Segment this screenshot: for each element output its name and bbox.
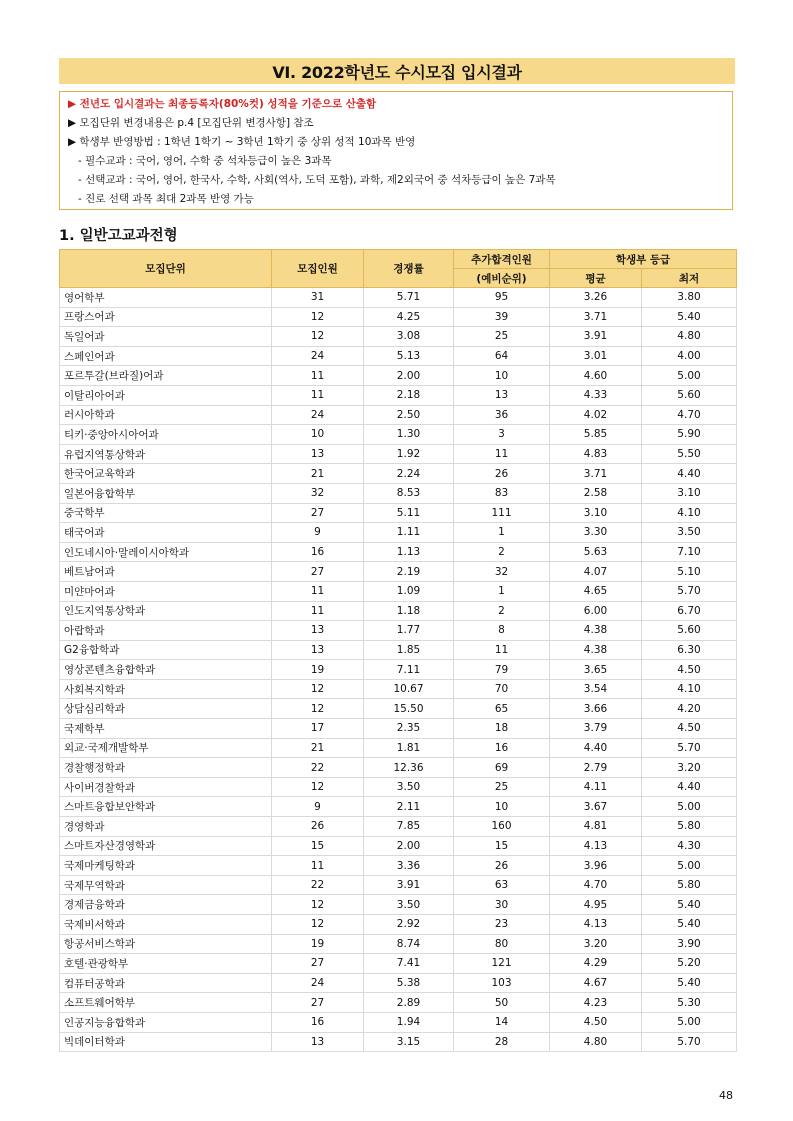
header-grade: 학생부 등급 xyxy=(550,250,737,269)
cell-unit: 호텔·관광학부 xyxy=(60,954,272,974)
cell-value: 17 xyxy=(272,719,364,739)
note-subline: - 진로 선택 과목 최대 2과목 반영 가능 xyxy=(78,193,254,205)
cell-unit: 독일어과 xyxy=(60,327,272,347)
cell-value: 63 xyxy=(454,875,550,895)
cell-unit: 이탈리아어과 xyxy=(60,385,272,405)
cell-value: 3.10 xyxy=(550,503,642,523)
cell-value: 12 xyxy=(272,307,364,327)
cell-value: 5.70 xyxy=(642,1032,737,1052)
cell-value: 1.13 xyxy=(364,542,454,562)
table-row xyxy=(60,523,737,543)
cell-value: 10 xyxy=(454,366,550,386)
cell-value: 3.36 xyxy=(364,856,454,876)
cell-value: 24 xyxy=(272,346,364,366)
cell-value: 5.13 xyxy=(364,346,454,366)
cell-value: 4.00 xyxy=(642,346,737,366)
cell-value: 4.83 xyxy=(550,444,642,464)
cell-value: 39 xyxy=(454,307,550,327)
table-row xyxy=(60,621,737,641)
cell-value: 2.00 xyxy=(364,836,454,856)
table-row xyxy=(60,307,737,327)
table-row xyxy=(60,699,737,719)
cell-value: 19 xyxy=(272,660,364,680)
cell-value: 3.50 xyxy=(364,777,454,797)
table-row xyxy=(60,366,737,386)
table-row xyxy=(60,895,737,915)
page-title-text: VI. 2022학년도 수시모집 입시결과 xyxy=(272,62,522,82)
table-row xyxy=(60,679,737,699)
cell-value: 26 xyxy=(454,464,550,484)
header-unit: 모집단위 xyxy=(60,250,272,288)
header-min: 최저 xyxy=(642,269,737,288)
cell-value: 4.07 xyxy=(550,562,642,582)
cell-value: 3.96 xyxy=(550,856,642,876)
results-table xyxy=(59,249,737,1052)
cell-value: 32 xyxy=(272,483,364,503)
table-row xyxy=(60,777,737,797)
cell-value: 4.10 xyxy=(642,679,737,699)
cell-value: 2.89 xyxy=(364,993,454,1013)
cell-value: 3.26 xyxy=(550,288,642,308)
cell-value: 11 xyxy=(272,366,364,386)
note-line: ▶ 전년도 입시결과는 최종등록자(80%컷) 성적을 기준으로 산출함 xyxy=(68,98,377,110)
cell-value: 5.60 xyxy=(642,621,737,641)
cell-value: 3.08 xyxy=(364,327,454,347)
cell-value: 4.50 xyxy=(642,660,737,680)
cell-value: 103 xyxy=(454,973,550,993)
cell-value: 15 xyxy=(454,836,550,856)
cell-value: 70 xyxy=(454,679,550,699)
cell-value: 25 xyxy=(454,327,550,347)
note-line: ▶ 학생부 반영방법 : 1학년 1학기 ~ 3학년 1학기 중 상위 성적 10과목 반영 xyxy=(68,136,416,148)
table-row xyxy=(60,640,737,660)
cell-value: 23 xyxy=(454,915,550,935)
cell-value: 2 xyxy=(454,542,550,562)
cell-value: 22 xyxy=(272,875,364,895)
cell-value: 13 xyxy=(272,640,364,660)
cell-value: 5.30 xyxy=(642,993,737,1013)
table-row xyxy=(60,993,737,1013)
cell-unit: 베트남어과 xyxy=(60,562,272,582)
cell-value: 4.40 xyxy=(550,738,642,758)
cell-value: 4.70 xyxy=(642,405,737,425)
cell-value: 111 xyxy=(454,503,550,523)
cell-value: 3.54 xyxy=(550,679,642,699)
cell-unit: 티키·중앙아시아어과 xyxy=(60,425,272,445)
page-title xyxy=(59,58,735,84)
cell-value: 3.50 xyxy=(642,523,737,543)
cell-value: 15.50 xyxy=(364,699,454,719)
note-subline: - 필수교과 : 국어, 영어, 수학 중 석차등급이 높은 3과목 xyxy=(78,155,332,167)
table-row xyxy=(60,1012,737,1032)
cell-value: 2.18 xyxy=(364,385,454,405)
cell-value: 2.00 xyxy=(364,366,454,386)
cell-value: 22 xyxy=(272,758,364,778)
cell-value: 27 xyxy=(272,993,364,1013)
cell-unit: 국제무역학과 xyxy=(60,875,272,895)
table-row xyxy=(60,562,737,582)
cell-value: 10.67 xyxy=(364,679,454,699)
cell-value: 7.11 xyxy=(364,660,454,680)
cell-value: 5.80 xyxy=(642,875,737,895)
table-body xyxy=(60,288,737,1052)
cell-unit: 인도네시아·말레이시아학과 xyxy=(60,542,272,562)
cell-value: 8.74 xyxy=(364,934,454,954)
table-row xyxy=(60,425,737,445)
table-row xyxy=(60,817,737,837)
table-row xyxy=(60,836,737,856)
cell-value: 4.20 xyxy=(642,699,737,719)
cell-unit: 프랑스어과 xyxy=(60,307,272,327)
table-row xyxy=(60,660,737,680)
cell-unit: 빅데이터학과 xyxy=(60,1032,272,1052)
cell-value: 2.24 xyxy=(364,464,454,484)
cell-unit: 경찰행정학과 xyxy=(60,758,272,778)
cell-value: 5.40 xyxy=(642,915,737,935)
table-row xyxy=(60,327,737,347)
cell-value: 2.19 xyxy=(364,562,454,582)
cell-value: 5.00 xyxy=(642,797,737,817)
cell-value: 1.09 xyxy=(364,581,454,601)
cell-unit: 상담심리학과 xyxy=(60,699,272,719)
cell-value: 4.10 xyxy=(642,503,737,523)
cell-value: 5.00 xyxy=(642,366,737,386)
cell-value: 24 xyxy=(272,973,364,993)
cell-unit: 한국어교육학과 xyxy=(60,464,272,484)
cell-value: 5.38 xyxy=(364,973,454,993)
cell-value: 3.80 xyxy=(642,288,737,308)
cell-value: 12 xyxy=(272,895,364,915)
cell-value: 4.38 xyxy=(550,621,642,641)
table-row xyxy=(60,346,737,366)
cell-value: 3.65 xyxy=(550,660,642,680)
cell-value: 26 xyxy=(454,856,550,876)
cell-value: 3.71 xyxy=(550,307,642,327)
cell-value: 69 xyxy=(454,758,550,778)
cell-value: 19 xyxy=(272,934,364,954)
cell-value: 83 xyxy=(454,483,550,503)
cell-value: 27 xyxy=(272,503,364,523)
cell-value: 5.85 xyxy=(550,425,642,445)
cell-value: 6.00 xyxy=(550,601,642,621)
cell-unit: 컴퓨터공학과 xyxy=(60,973,272,993)
cell-value: 1.11 xyxy=(364,523,454,543)
cell-value: 6.30 xyxy=(642,640,737,660)
cell-value: 4.95 xyxy=(550,895,642,915)
cell-value: 2 xyxy=(454,601,550,621)
table-row xyxy=(60,973,737,993)
cell-value: 3.79 xyxy=(550,719,642,739)
cell-value: 11 xyxy=(454,640,550,660)
header-extra-sub: (예비순위) xyxy=(454,269,550,288)
cell-value: 12 xyxy=(272,699,364,719)
cell-value: 25 xyxy=(454,777,550,797)
cell-value: 14 xyxy=(454,1012,550,1032)
cell-value: 10 xyxy=(272,425,364,445)
cell-value: 8 xyxy=(454,621,550,641)
cell-value: 3.66 xyxy=(550,699,642,719)
cell-value: 4.13 xyxy=(550,836,642,856)
cell-value: 26 xyxy=(272,817,364,837)
cell-unit: 경제금융학과 xyxy=(60,895,272,915)
cell-value: 12 xyxy=(272,777,364,797)
cell-value: 4.67 xyxy=(550,973,642,993)
cell-unit: 러시아학과 xyxy=(60,405,272,425)
cell-value: 4.80 xyxy=(550,1032,642,1052)
cell-value: 16 xyxy=(272,1012,364,1032)
header-extra: 추가합격인원 xyxy=(454,250,550,269)
table-row xyxy=(60,719,737,739)
cell-value: 1.92 xyxy=(364,444,454,464)
cell-value: 16 xyxy=(454,738,550,758)
cell-value: 7.10 xyxy=(642,542,737,562)
cell-value: 5.40 xyxy=(642,973,737,993)
table-row xyxy=(60,464,737,484)
cell-value: 21 xyxy=(272,464,364,484)
cell-unit: 스페인어과 xyxy=(60,346,272,366)
cell-value: 4.30 xyxy=(642,836,737,856)
cell-unit: 국제마케팅학과 xyxy=(60,856,272,876)
cell-value: 3.67 xyxy=(550,797,642,817)
cell-value: 5.60 xyxy=(642,385,737,405)
table-row xyxy=(60,738,737,758)
cell-value: 1.77 xyxy=(364,621,454,641)
table-row xyxy=(60,875,737,895)
cell-value: 4.25 xyxy=(364,307,454,327)
cell-unit: 인도지역통상학과 xyxy=(60,601,272,621)
cell-unit: 소프트웨어학부 xyxy=(60,993,272,1013)
cell-value: 13 xyxy=(454,385,550,405)
cell-unit: 경영학과 xyxy=(60,817,272,837)
cell-value: 7.85 xyxy=(364,817,454,837)
cell-value: 3.90 xyxy=(642,934,737,954)
cell-value: 12 xyxy=(272,915,364,935)
cell-value: 4.60 xyxy=(550,366,642,386)
cell-value: 4.65 xyxy=(550,581,642,601)
cell-value: 3.91 xyxy=(550,327,642,347)
cell-value: 9 xyxy=(272,523,364,543)
cell-value: 1.85 xyxy=(364,640,454,660)
cell-value: 3.30 xyxy=(550,523,642,543)
cell-value: 5.71 xyxy=(364,288,454,308)
cell-value: 13 xyxy=(272,444,364,464)
cell-unit: 스마트융합보안학과 xyxy=(60,797,272,817)
cell-unit: 사이버경찰학과 xyxy=(60,777,272,797)
table-row xyxy=(60,483,737,503)
table-row xyxy=(60,758,737,778)
cell-value: 3 xyxy=(454,425,550,445)
table-row xyxy=(60,385,737,405)
cell-value: 1.18 xyxy=(364,601,454,621)
cell-value: 4.11 xyxy=(550,777,642,797)
cell-value: 95 xyxy=(454,288,550,308)
cell-value: 5.11 xyxy=(364,503,454,523)
cell-value: 160 xyxy=(454,817,550,837)
cell-value: 3.50 xyxy=(364,895,454,915)
cell-value: 4.80 xyxy=(642,327,737,347)
cell-value: 5.00 xyxy=(642,856,737,876)
cell-value: 11 xyxy=(272,385,364,405)
cell-value: 7.41 xyxy=(364,954,454,974)
cell-unit: 인공지능융합학과 xyxy=(60,1012,272,1032)
cell-value: 2.92 xyxy=(364,915,454,935)
cell-unit: 스마트자산경영학과 xyxy=(60,836,272,856)
cell-value: 79 xyxy=(454,660,550,680)
table-row xyxy=(60,288,737,308)
cell-value: 65 xyxy=(454,699,550,719)
cell-unit: 외교·국제개발학부 xyxy=(60,738,272,758)
cell-value: 9 xyxy=(272,797,364,817)
cell-value: 32 xyxy=(454,562,550,582)
cell-value: 3.71 xyxy=(550,464,642,484)
table-row xyxy=(60,1032,737,1052)
cell-unit: 아랍학과 xyxy=(60,621,272,641)
table-row xyxy=(60,856,737,876)
cell-unit: 항공서비스학과 xyxy=(60,934,272,954)
notes-box xyxy=(59,91,733,210)
cell-value: 11 xyxy=(272,581,364,601)
cell-value: 4.33 xyxy=(550,385,642,405)
table-row xyxy=(60,581,737,601)
cell-value: 2.58 xyxy=(550,483,642,503)
cell-value: 3.10 xyxy=(642,483,737,503)
table-row xyxy=(60,954,737,974)
cell-unit: G2융합학과 xyxy=(60,640,272,660)
cell-value: 6.70 xyxy=(642,601,737,621)
cell-value: 31 xyxy=(272,288,364,308)
cell-value: 5.40 xyxy=(642,307,737,327)
cell-value: 11 xyxy=(272,856,364,876)
cell-value: 13 xyxy=(272,1032,364,1052)
cell-value: 2.50 xyxy=(364,405,454,425)
note-line: ▶ 모집단위 변경내용은 p.4 [모집단위 변경사항] 참조 xyxy=(68,117,314,129)
page-number: 48 xyxy=(719,1089,733,1102)
cell-value: 3.20 xyxy=(642,758,737,778)
cell-value: 5.70 xyxy=(642,581,737,601)
header-avg: 평균 xyxy=(550,269,642,288)
table-row xyxy=(60,601,737,621)
table-row xyxy=(60,503,737,523)
cell-value: 15 xyxy=(272,836,364,856)
cell-value: 12 xyxy=(272,327,364,347)
cell-value: 4.02 xyxy=(550,405,642,425)
cell-unit: 영상콘텐츠융합학과 xyxy=(60,660,272,680)
cell-value: 10 xyxy=(454,797,550,817)
cell-value: 8.53 xyxy=(364,483,454,503)
cell-value: 1.94 xyxy=(364,1012,454,1032)
cell-value: 4.38 xyxy=(550,640,642,660)
cell-value: 27 xyxy=(272,954,364,974)
cell-value: 80 xyxy=(454,934,550,954)
cell-value: 27 xyxy=(272,562,364,582)
cell-value: 1 xyxy=(454,523,550,543)
cell-value: 5.40 xyxy=(642,895,737,915)
cell-value: 21 xyxy=(272,738,364,758)
cell-value: 5.10 xyxy=(642,562,737,582)
cell-value: 4.50 xyxy=(642,719,737,739)
cell-unit: 국제학부 xyxy=(60,719,272,739)
cell-value: 121 xyxy=(454,954,550,974)
table-row xyxy=(60,542,737,562)
cell-value: 12.36 xyxy=(364,758,454,778)
cell-value: 1.81 xyxy=(364,738,454,758)
cell-value: 4.29 xyxy=(550,954,642,974)
cell-value: 4.13 xyxy=(550,915,642,935)
cell-value: 36 xyxy=(454,405,550,425)
cell-value: 4.50 xyxy=(550,1012,642,1032)
cell-value: 4.40 xyxy=(642,464,737,484)
cell-value: 30 xyxy=(454,895,550,915)
cell-value: 28 xyxy=(454,1032,550,1052)
cell-value: 5.50 xyxy=(642,444,737,464)
table-row xyxy=(60,797,737,817)
cell-value: 3.20 xyxy=(550,934,642,954)
cell-value: 5.80 xyxy=(642,817,737,837)
table-row xyxy=(60,915,737,935)
cell-value: 64 xyxy=(454,346,550,366)
cell-value: 12 xyxy=(272,679,364,699)
table-row xyxy=(60,934,737,954)
header-ratio: 경쟁률 xyxy=(364,250,454,288)
header-quota: 모집인원 xyxy=(272,250,364,288)
cell-unit: 사회복지학과 xyxy=(60,679,272,699)
cell-value: 4.81 xyxy=(550,817,642,837)
cell-unit: 미얀마어과 xyxy=(60,581,272,601)
cell-value: 3.01 xyxy=(550,346,642,366)
table-row xyxy=(60,405,737,425)
cell-unit: 국제비서학과 xyxy=(60,915,272,935)
cell-value: 11 xyxy=(454,444,550,464)
cell-value: 16 xyxy=(272,542,364,562)
cell-value: 5.20 xyxy=(642,954,737,974)
cell-value: 3.91 xyxy=(364,875,454,895)
cell-value: 2.35 xyxy=(364,719,454,739)
cell-value: 5.90 xyxy=(642,425,737,445)
cell-unit: 포르투갈(브라질)어과 xyxy=(60,366,272,386)
cell-value: 4.70 xyxy=(550,875,642,895)
cell-unit: 일본어융합학부 xyxy=(60,483,272,503)
cell-value: 5.00 xyxy=(642,1012,737,1032)
note-subline: - 선택교과 : 국어, 영어, 한국사, 수학, 사회(역사, 도덕 포함), 과학, 제2외국어 중 석차등급이 높은 7과목 xyxy=(78,174,556,186)
cell-value: 2.11 xyxy=(364,797,454,817)
cell-unit: 영어학부 xyxy=(60,288,272,308)
cell-value: 3.15 xyxy=(364,1032,454,1052)
cell-value: 4.23 xyxy=(550,993,642,1013)
cell-value: 5.63 xyxy=(550,542,642,562)
cell-value: 11 xyxy=(272,601,364,621)
table-row xyxy=(60,444,737,464)
cell-value: 2.79 xyxy=(550,758,642,778)
cell-unit: 태국어과 xyxy=(60,523,272,543)
cell-value: 1 xyxy=(454,581,550,601)
cell-value: 1.30 xyxy=(364,425,454,445)
cell-value: 50 xyxy=(454,993,550,1013)
cell-value: 4.40 xyxy=(642,777,737,797)
cell-value: 13 xyxy=(272,621,364,641)
cell-unit: 중국학부 xyxy=(60,503,272,523)
section-title: 1. 일반고교과전형 xyxy=(59,228,178,244)
cell-value: 18 xyxy=(454,719,550,739)
cell-value: 5.70 xyxy=(642,738,737,758)
cell-unit: 유럽지역통상학과 xyxy=(60,444,272,464)
cell-value: 24 xyxy=(272,405,364,425)
